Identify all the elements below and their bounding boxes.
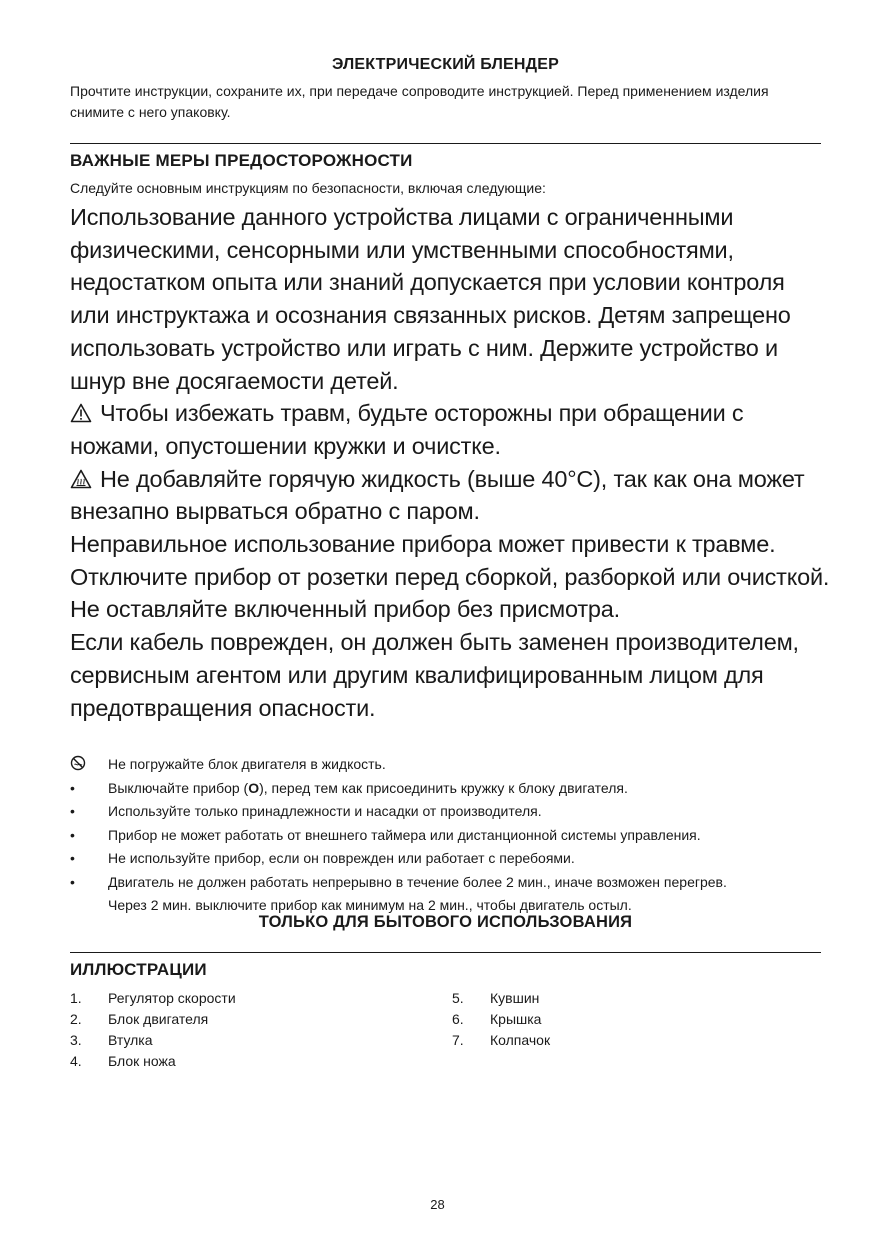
list-item <box>452 988 752 1009</box>
cable-paragraph: Если кабель поврежден, он должен быть заменен производителем, сервисным агентом или другим квалифицированным лицом для предотвращения опасности. <box>70 629 799 721</box>
item-number: 5. <box>452 990 464 1006</box>
list-item <box>70 847 830 871</box>
item-number: 7. <box>452 1032 464 1048</box>
list-item <box>70 777 830 801</box>
bullet: • <box>70 803 75 819</box>
list-item-text: Выключайте прибор ( <box>108 779 249 796</box>
hot-surface-warning-icon <box>70 469 92 489</box>
list-item-text: Не используйте прибор, если он поврежден или работает с перебоями. <box>108 850 575 866</box>
list-item-text: Не погружайте блок двигателя в жидкость. <box>108 756 386 772</box>
item-label: Кувшин <box>490 990 540 1006</box>
misuse-paragraph: Неправильное использование прибора может привести к травме. <box>70 531 776 558</box>
list-item-text: ), перед тем как присоединить кружку к блоку двигателя. <box>259 779 628 796</box>
warning-triangle-icon <box>70 403 92 423</box>
illustration-list-left <box>70 988 410 1072</box>
household-use-heading: ТОЛЬКО ДЛЯ БЫТОВОГО ИСПОЛЬЗОВАНИЯ <box>258 913 633 931</box>
divider <box>70 143 821 144</box>
list-item <box>70 824 830 848</box>
no-immerse-icon <box>70 753 90 777</box>
list-item <box>70 1030 410 1051</box>
list-item <box>70 871 830 895</box>
list-item-text: Двигатель не должен работать непрерывно в течение более 2 мин., иначе возможен перегрев. <box>108 873 727 890</box>
item-label: Крышка <box>490 1011 542 1027</box>
bullet: • <box>70 850 75 866</box>
list-item <box>452 1009 752 1030</box>
hot-liquid-warning <box>70 463 830 528</box>
item-label: Втулка <box>108 1032 153 1048</box>
item-label: Блок ножа <box>108 1053 176 1069</box>
list-item <box>70 800 830 824</box>
document-title: ЭЛЕКТРИЧЕСКИЙ БЛЕНДЕР <box>332 56 559 73</box>
off-symbol: O <box>248 779 260 796</box>
safety-heading: ВАЖНЫЕ МЕРЫ ПРЕДОСТОРОЖНОСТИ <box>70 151 413 170</box>
bullet: • <box>70 779 75 796</box>
list-item <box>70 1051 410 1072</box>
bullet: • <box>70 873 75 890</box>
item-label: Регулятор скорости <box>108 990 236 1006</box>
knife-warning <box>70 397 830 462</box>
safety-lead: Следуйте основным инструкциям по безопасности, включая следующие: <box>70 180 546 196</box>
unattended-paragraph: Не оставляйте включенный прибор без присмотра. <box>70 596 620 623</box>
unplug-paragraph: Отключите прибор от розетки перед сборкой, разборкой или очисткой. <box>70 563 830 590</box>
list-item <box>452 1030 752 1051</box>
list-item <box>70 753 830 777</box>
intro-text: Прочтите инструкции, сохраните их, при передаче сопроводите инструкцией. Перед применением изделия снимите с него упаковку. <box>70 83 769 120</box>
list-item-text: Используйте только принадлежности и насадки от производителя. <box>108 803 542 819</box>
item-label: Блок двигателя <box>108 1011 209 1027</box>
item-number: 6. <box>452 1011 464 1027</box>
illustrations-heading: ИЛЛЮСТРАЦИИ <box>70 960 207 979</box>
illustration-list-right <box>452 988 752 1051</box>
list-item-continuation: Через 2 мин. выключите прибор как минимум на 2 мин., чтобы двигатель остыл. <box>108 897 632 913</box>
divider <box>70 952 821 953</box>
page-number: 28 <box>430 1197 445 1212</box>
list-item <box>70 988 410 1009</box>
safety-list <box>70 753 830 918</box>
item-number: 4. <box>70 1053 82 1069</box>
item-number: 1. <box>70 990 82 1006</box>
list-item <box>70 1009 410 1030</box>
item-number: 3. <box>70 1032 82 1048</box>
bullet: • <box>70 826 75 843</box>
item-number: 2. <box>70 1011 82 1027</box>
item-label: Колпачок <box>490 1032 551 1048</box>
safety-body <box>70 201 830 724</box>
list-item-text: Прибор не может работать от внешнего таймера или дистанционной системы управления. <box>108 826 701 843</box>
hot-liquid-warning-text: Не добавляйте горячую жидкость (выше 40°C), так как она может внезапно вырваться обратно с паром. <box>70 465 805 525</box>
knife-warning-text: Чтобы избежать травм, будьте осторожны при обращении с ножами, опустошении кружки и очистке. <box>70 400 744 459</box>
capacity-paragraph: Использование данного устройства лицами с ограниченными физическими, сенсорными или умственными способностями, недостатком опыта или знаний допускается при условии контроля или инструктажа и осознания связанных рисков. Детям запрещено использовать устройство или играть с ним. Держите устройство и шнур вне досягаемости детей. <box>70 204 791 394</box>
